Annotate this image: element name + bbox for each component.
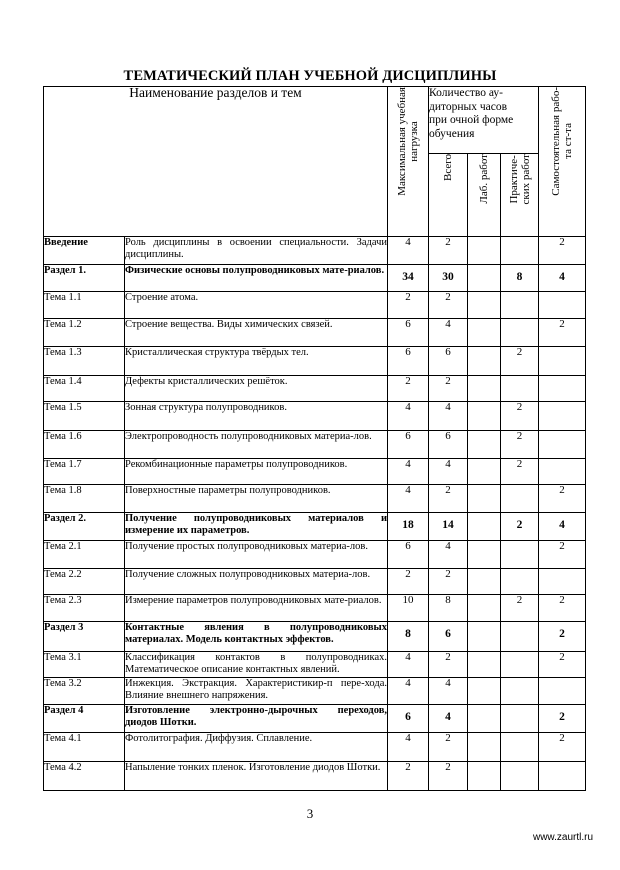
row-name: Роль дисциплины в освоении специальности. Задачи дисциплины. <box>125 237 388 265</box>
row-total: 2 <box>429 652 468 678</box>
row-total: 4 <box>429 319 468 347</box>
table-row <box>44 292 586 319</box>
row-practical <box>501 569 539 595</box>
row-total: 4 <box>429 402 468 431</box>
header-max-load-label: Максимальная учебная нагрузка <box>396 87 421 196</box>
row-max-load: 6 <box>388 541 429 569</box>
row-code: Тема 1.3 <box>44 347 125 376</box>
row-lab <box>468 237 501 265</box>
row-practical: 8 <box>501 265 539 292</box>
row-name: Инжекция. Экстракция. Характеристикир-п пере-хода. Влияние внешнего напряжения. <box>125 678 388 705</box>
table-row <box>44 347 586 376</box>
header-hours-group-label: Количество ау- диторных часов при очной форме обучения <box>429 87 514 140</box>
row-code: Тема 1.1 <box>44 292 125 319</box>
row-name: Получение полупроводниковых материалов и измерение их параметров. <box>125 513 388 541</box>
row-max-load: 6 <box>388 319 429 347</box>
row-name: Зонная структура полупроводников. <box>125 402 388 431</box>
row-independent: 2 <box>539 622 586 652</box>
row-lab <box>468 513 501 541</box>
row-total: 8 <box>429 595 468 622</box>
row-name: Классификация контактов в полупроводниках. Математическое описание контактных явлений. <box>125 652 388 678</box>
row-independent <box>539 292 586 319</box>
row-independent <box>539 431 586 459</box>
row-name: Электропроводность полупроводниковых материа-лов. <box>125 431 388 459</box>
header-name: Наименование разделов и тем <box>44 87 388 237</box>
row-practical <box>501 622 539 652</box>
row-independent: 4 <box>539 265 586 292</box>
row-code: Введение <box>44 237 125 265</box>
row-max-load: 2 <box>388 569 429 595</box>
header-lab-label: Лаб. работ <box>478 154 491 204</box>
row-name: Напыление тонких пленок. Изготовление диодов Шотки. <box>125 762 388 791</box>
row-name: Контактные явления в полупроводниковых материалах. Модель контактных эффектов. <box>125 622 388 652</box>
row-practical <box>501 705 539 733</box>
row-code: Тема 2.2 <box>44 569 125 595</box>
row-name: Получение простых полупроводниковых материа-лов. <box>125 541 388 569</box>
row-practical <box>501 652 539 678</box>
table-row <box>44 622 586 652</box>
header-max-load <box>388 87 429 237</box>
row-practical: 2 <box>501 459 539 485</box>
header-practical-label: Практиче- ских работ <box>507 154 532 205</box>
row-code: Тема 3.2 <box>44 678 125 705</box>
row-independent <box>539 347 586 376</box>
header-lab <box>468 154 501 237</box>
table-row <box>44 376 586 402</box>
row-code: Тема 4.1 <box>44 733 125 762</box>
row-lab <box>468 652 501 678</box>
header-independent <box>539 87 586 237</box>
row-total: 2 <box>429 762 468 791</box>
site-watermark: www.zaurtl.ru <box>532 832 593 843</box>
row-name: Изготовление электронно-дырочных переходов, диодов Шотки. <box>125 705 388 733</box>
row-max-load: 4 <box>388 485 429 513</box>
row-lab <box>468 347 501 376</box>
row-code: Тема 4.2 <box>44 762 125 791</box>
row-name: Физические основы полупроводниковых мате-риалов. <box>125 265 388 292</box>
row-practical: 2 <box>501 513 539 541</box>
row-total: 2 <box>429 376 468 402</box>
thematic-plan-table <box>43 86 586 791</box>
row-lab <box>468 569 501 595</box>
row-independent <box>539 402 586 431</box>
row-max-load: 34 <box>388 265 429 292</box>
row-total: 4 <box>429 459 468 485</box>
row-lab <box>468 376 501 402</box>
table-row <box>44 431 586 459</box>
row-independent <box>539 376 586 402</box>
row-code: Тема 1.7 <box>44 459 125 485</box>
row-lab <box>468 678 501 705</box>
row-code: Тема 3.1 <box>44 652 125 678</box>
row-independent <box>539 569 586 595</box>
row-practical: 2 <box>501 402 539 431</box>
row-lab <box>468 705 501 733</box>
row-name: Получение сложных полупроводниковых материа-лов. <box>125 569 388 595</box>
row-practical: 2 <box>501 347 539 376</box>
header-total <box>429 154 468 237</box>
row-total: 2 <box>429 569 468 595</box>
row-code: Тема 1.8 <box>44 485 125 513</box>
row-max-load: 2 <box>388 292 429 319</box>
row-code: Тема 1.4 <box>44 376 125 402</box>
row-total: 4 <box>429 678 468 705</box>
row-practical <box>501 292 539 319</box>
row-total: 6 <box>429 622 468 652</box>
row-max-load: 4 <box>388 237 429 265</box>
row-name: Строение атома. <box>125 292 388 319</box>
row-lab <box>468 485 501 513</box>
row-lab <box>468 292 501 319</box>
row-total: 6 <box>429 431 468 459</box>
row-lab <box>468 459 501 485</box>
row-max-load: 2 <box>388 376 429 402</box>
row-total: 2 <box>429 733 468 762</box>
row-lab <box>468 319 501 347</box>
row-name: Строение вещества. Виды химических связей. <box>125 319 388 347</box>
row-code: Раздел 4 <box>44 705 125 733</box>
row-practical <box>501 376 539 402</box>
row-max-load: 8 <box>388 622 429 652</box>
row-independent: 4 <box>539 513 586 541</box>
row-independent <box>539 678 586 705</box>
row-practical <box>501 678 539 705</box>
row-lab <box>468 431 501 459</box>
row-lab <box>468 733 501 762</box>
table-row <box>44 237 586 265</box>
document-title: ТЕМАТИЧЕСКИЙ ПЛАН УЧЕБНОЙ ДИСЦИПЛИНЫ <box>123 68 497 84</box>
header-hours-group <box>429 87 539 154</box>
row-max-load: 2 <box>388 762 429 791</box>
row-independent: 2 <box>539 652 586 678</box>
table-row <box>44 733 586 762</box>
table-row <box>44 595 586 622</box>
table-row <box>44 513 586 541</box>
table-row <box>44 459 586 485</box>
row-independent: 2 <box>539 595 586 622</box>
row-practical <box>501 485 539 513</box>
row-practical <box>501 237 539 265</box>
row-name: Поверхностные параметры полупроводников. <box>125 485 388 513</box>
row-name: Рекомбинационные параметры полупроводников. <box>125 459 388 485</box>
row-max-load: 18 <box>388 513 429 541</box>
row-name: Фотолитография. Диффузия. Сплавление. <box>125 733 388 762</box>
row-code: Тема 2.1 <box>44 541 125 569</box>
row-name: Кристаллическая структура твёрдых тел. <box>125 347 388 376</box>
row-independent: 2 <box>539 733 586 762</box>
table-row <box>44 762 586 791</box>
row-code: Тема 1.2 <box>44 319 125 347</box>
header-practical <box>501 154 539 237</box>
row-practical <box>501 762 539 791</box>
table-row <box>44 678 586 705</box>
row-max-load: 10 <box>388 595 429 622</box>
row-code: Раздел 1. <box>44 265 125 292</box>
row-practical <box>501 733 539 762</box>
row-code: Раздел 3 <box>44 622 125 652</box>
row-max-load: 4 <box>388 402 429 431</box>
row-max-load: 6 <box>388 347 429 376</box>
row-code: Тема 2.3 <box>44 595 125 622</box>
row-lab <box>468 265 501 292</box>
table-row <box>44 485 586 513</box>
row-max-load: 4 <box>388 459 429 485</box>
row-max-load: 4 <box>388 678 429 705</box>
table-row <box>44 705 586 733</box>
row-practical <box>501 319 539 347</box>
row-independent <box>539 459 586 485</box>
row-code: Тема 1.5 <box>44 402 125 431</box>
row-lab <box>468 622 501 652</box>
row-max-load: 6 <box>388 431 429 459</box>
row-lab <box>468 595 501 622</box>
row-independent: 2 <box>539 237 586 265</box>
header-row-1 <box>44 87 586 154</box>
row-total: 4 <box>429 541 468 569</box>
table-row <box>44 652 586 678</box>
row-lab <box>468 402 501 431</box>
row-independent: 2 <box>539 705 586 733</box>
row-max-load: 6 <box>388 705 429 733</box>
row-practical: 2 <box>501 595 539 622</box>
row-max-load: 4 <box>388 652 429 678</box>
row-code: Тема 1.6 <box>44 431 125 459</box>
table-row <box>44 569 586 595</box>
table-row <box>44 319 586 347</box>
row-practical: 2 <box>501 431 539 459</box>
row-total: 2 <box>429 485 468 513</box>
row-total: 2 <box>429 237 468 265</box>
row-independent: 2 <box>539 319 586 347</box>
row-independent <box>539 762 586 791</box>
header-total-label: Всего <box>442 154 455 181</box>
row-practical <box>501 541 539 569</box>
row-name: Измерение параметров полупроводниковых мате-риалов. <box>125 595 388 622</box>
page-number: 3 <box>306 806 314 821</box>
row-total: 4 <box>429 705 468 733</box>
table-row <box>44 265 586 292</box>
row-name: Дефекты кристаллических решёток. <box>125 376 388 402</box>
header-independent-label: Самостоятельная рабо- та ст-та <box>550 87 575 196</box>
row-independent: 2 <box>539 541 586 569</box>
table-row <box>44 541 586 569</box>
row-max-load: 4 <box>388 733 429 762</box>
row-total: 2 <box>429 292 468 319</box>
row-code: Раздел 2. <box>44 513 125 541</box>
row-total: 14 <box>429 513 468 541</box>
row-lab <box>468 541 501 569</box>
row-total: 6 <box>429 347 468 376</box>
row-total: 30 <box>429 265 468 292</box>
row-lab <box>468 762 501 791</box>
table-row <box>44 402 586 431</box>
row-independent: 2 <box>539 485 586 513</box>
